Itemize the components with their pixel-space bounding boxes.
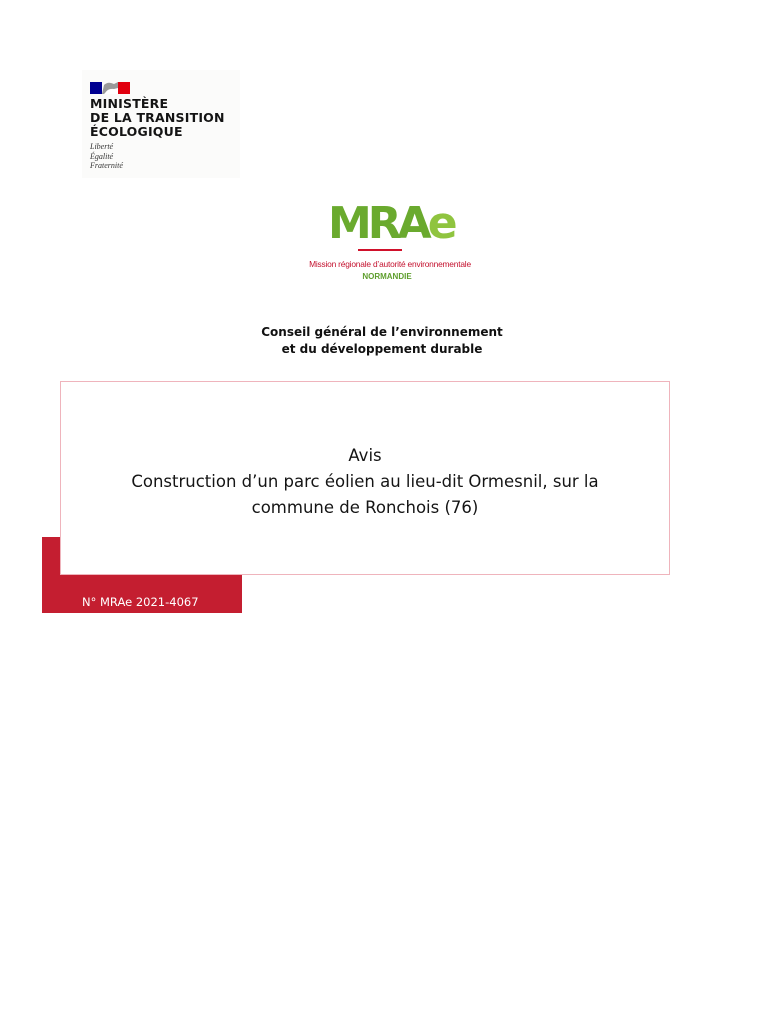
mrae-wordmark — [328, 198, 458, 250]
cgedd-heading — [200, 324, 564, 358]
notice-title-card — [60, 381, 670, 575]
mrae-divider — [358, 249, 402, 251]
notice-number: N° MRAe 2021-4067 — [82, 595, 199, 609]
ministry-motto: Liberté Égalité Fraternité — [90, 142, 123, 170]
notice-title-line-2: commune de Ronchois (76) — [251, 498, 479, 517]
marianne-icon — [90, 80, 130, 96]
mrae-logo — [290, 198, 490, 288]
ministry-name: MINISTÈRE DE LA TRANSITION ÉCOLOGIQUE — [90, 96, 225, 139]
mrae-mission: Mission régionale d’autorité environnementale — [309, 259, 471, 269]
mrae-region: NORMANDIE — [362, 272, 412, 281]
notice-heading: Avis — [348, 446, 382, 465]
notice-title — [61, 443, 669, 521]
cgedd-line-2: et du développement durable — [281, 342, 483, 356]
ministry-logo — [82, 70, 240, 178]
mrae-wordmark-main: MRA — [328, 198, 428, 249]
cgedd-line-1: Conseil général de l’environnement — [261, 325, 503, 339]
notice-title-line-1: Construction d’un parc éolien au lieu-dit Ormesnil, sur la — [131, 472, 599, 491]
mrae-wordmark-e: e — [427, 198, 454, 249]
